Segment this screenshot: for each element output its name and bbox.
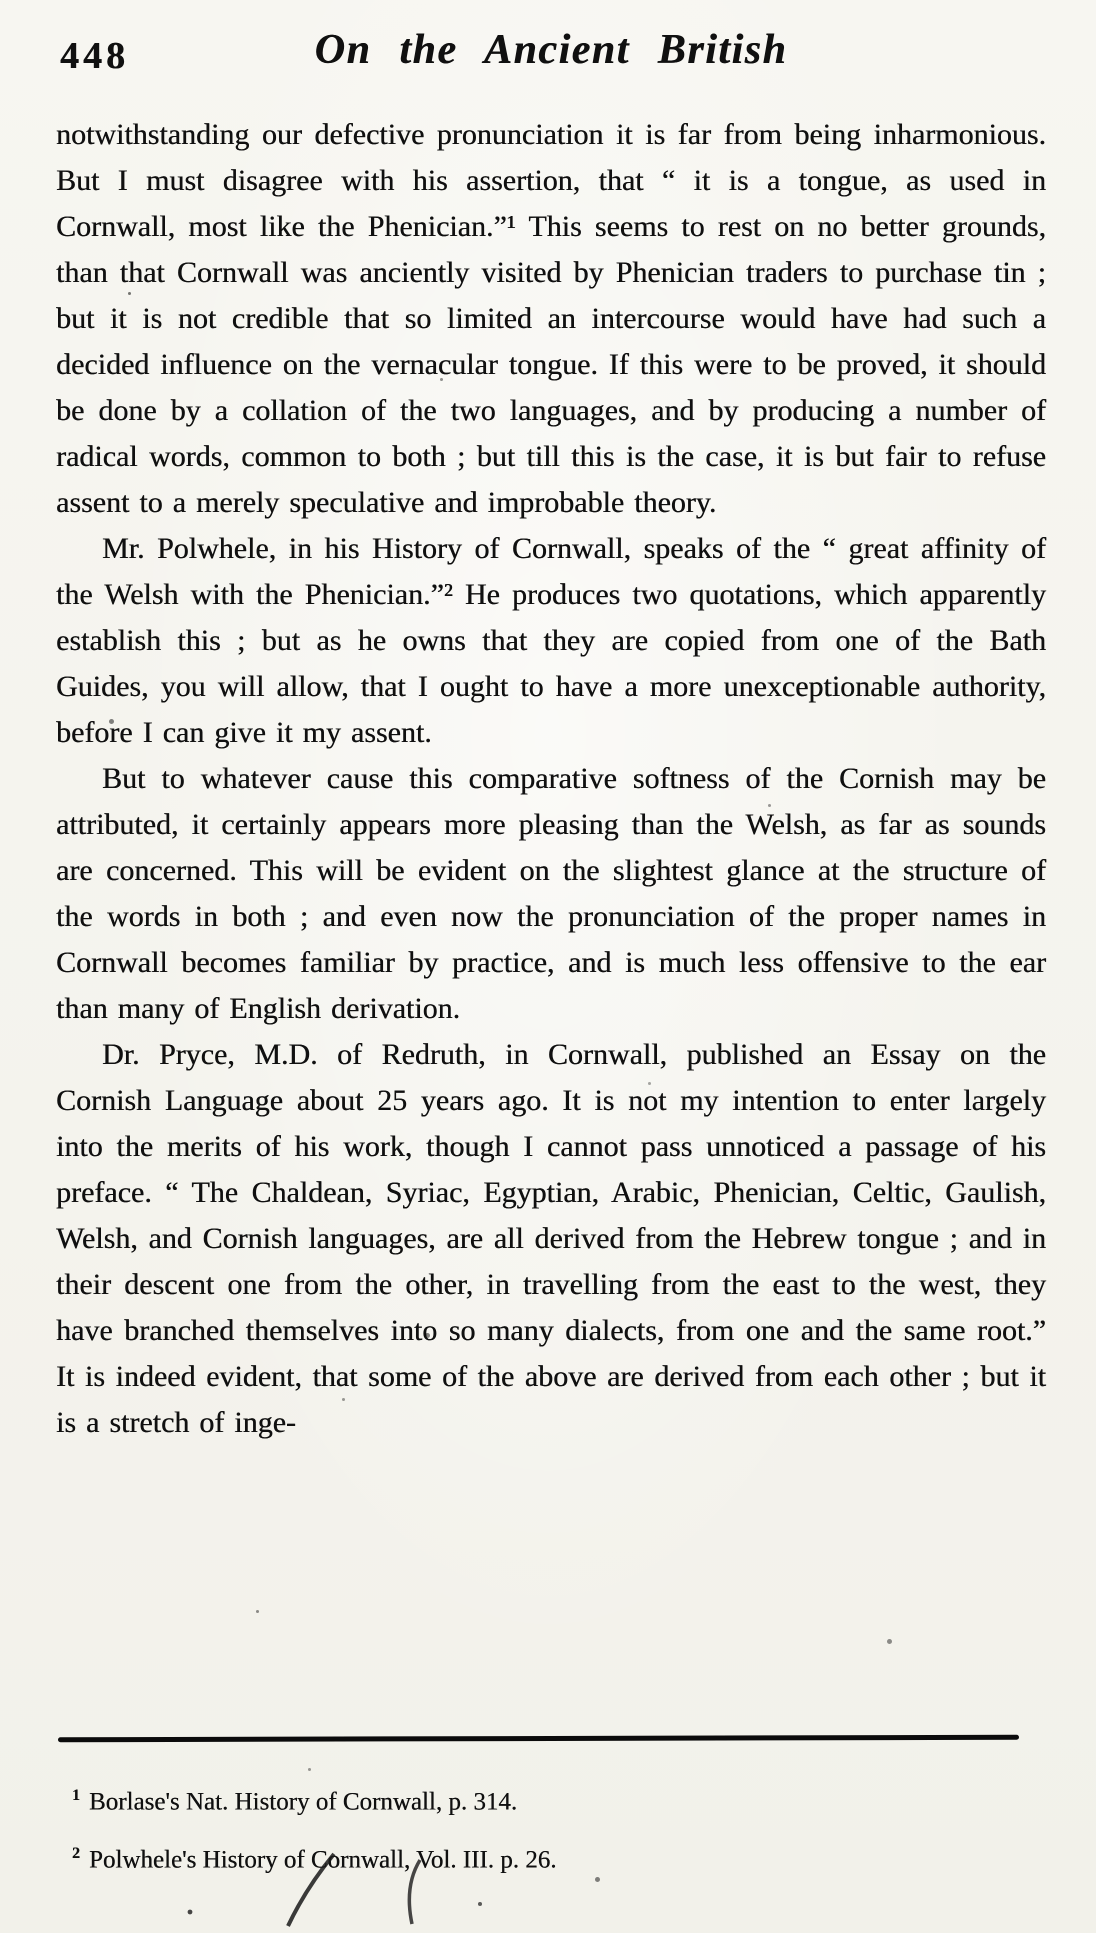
paragraph: But to whatever cause this comparative softness of the Cornish may be attributed, it certainly appears more pleasing than the Welsh, as far as sounds are concerned. This will be evident on the slightest glance at the structure of the words in both ; and even now the pronunciation of the proper names in Cornwall becomes familiar by practice, and is much less offensive to the ear than many of English derivation.: [56, 762, 1046, 1025]
page-body: [56, 112, 1046, 1446]
paragraph: notwithstanding our defective pronunciation it is far from being inharmonious. But I must disagree with his assertion, that “ it is a tongue, as used in Cornwall, most like the Phenician.”¹ This seems to rest on no better grounds, than that Cornwall was anciently visited by Phenician traders to purchase tin ; but it is not credible that so limited an intercourse would have had such a decided influence on the vernacular tongue. If this were to be proved, it should be done by a collation of the two languages, and by producing a number of radical words, common to both ; but till this is the case, it is but fair to refuse assent to a merely speculative and improbable theory.: [56, 118, 1046, 519]
running-title: On the Ancient British: [314, 27, 788, 73]
paragraph: Mr. Polwhele, in his History of Cornwall, speaks of the “ great affinity of the Welsh with the Phenician.”² He produces two quotations, which apparently establish this ; but as he owns that they are copied from one of the Bath Guides, you will allow, that I ought to have a more unexceptionable authority, before I can give it my assent.: [56, 532, 1046, 749]
footnote-text: Borlase's Nat. History of Cornwall, p. 314.: [89, 1788, 518, 1816]
page-header: [56, 26, 1046, 96]
footnote: [72, 1777, 1044, 1821]
footnotes-section: [58, 1736, 1044, 1894]
footnote-marker: 1: [72, 1787, 80, 1804]
footnote-marker: 2: [72, 1845, 80, 1863]
page-number: 448: [60, 35, 129, 77]
footnote: [72, 1835, 1044, 1879]
footnote-rule: [58, 1735, 1019, 1743]
paragraph: Dr. Pryce, M.D. of Redruth, in Cornwall, published an Essay on the Cornish Language about 25 years ago. It is not my intention to enter largely into the merits of his work, though I cannot pass unnoticed a passage of his preface. “ The Chaldean, Syriac, Egyptian, Arabic, Phenician, Celtic, Gaulish, Welsh, and Cornish languages, are all derived from the Hebrew tongue ; and in their descent one from the other, in travelling from the east to the west, they have branched themselves into so many dialects, from one and the same root.” It is indeed evident, that some of the above are derived from each other ; but it is a stretch of inge-: [56, 1038, 1046, 1439]
footnote-text: Polwhele's History of Cornwall, Vol. III. p. 26.: [89, 1846, 557, 1874]
